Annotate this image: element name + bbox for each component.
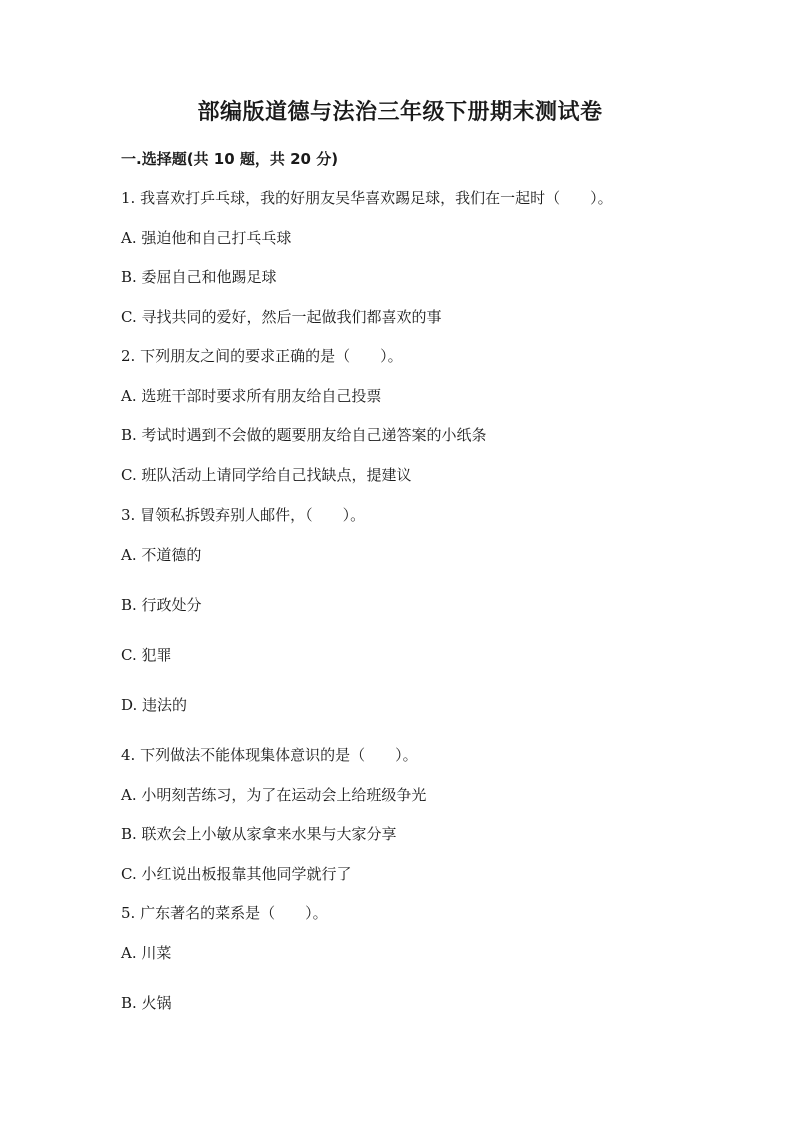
- question-1-option-c: C. 寻找共同的爱好，然后一起做我们都喜欢的事: [121, 308, 442, 326]
- question-4-stem: 4. 下列做法不能体现集体意识的是（ ）。: [121, 746, 418, 764]
- section-heading: 一.选择题(共 10 题，共 20 分): [121, 150, 339, 168]
- question-5-stem: 5. 广东著名的菜系是（ ）。: [121, 904, 328, 922]
- question-4-option-c: C. 小红说出板报靠其他同学就行了: [121, 865, 352, 883]
- question-4-option-b: B. 联欢会上小敏从家拿来水果与大家分享: [121, 825, 397, 843]
- question-3-option-c: C. 犯罪: [121, 646, 172, 664]
- question-3-option-b: B. 行政处分: [121, 596, 202, 614]
- question-3-option-d: D. 违法的: [121, 696, 188, 714]
- question-5-option-a: A. 川菜: [121, 944, 172, 962]
- question-3-option-a: A. 不道德的: [121, 546, 202, 564]
- question-1-stem: 1. 我喜欢打乒乓球，我的好朋友吴华喜欢踢足球，我们在一起时（ ）。: [121, 189, 613, 207]
- question-2-option-c: C. 班队活动上请同学给自己找缺点，提建议: [121, 466, 412, 484]
- question-1-option-a: A. 强迫他和自己打乓乓球: [121, 229, 292, 247]
- question-2-option-a: A. 选班干部时要求所有朋友给自己投票: [121, 387, 382, 405]
- page-title: 部编版道德与法治三年级下册期末测试卷: [197, 100, 603, 125]
- question-2-stem: 2. 下列朋友之间的要求正确的是（ ）。: [121, 347, 403, 365]
- question-1-option-b: B. 委屈自己和他踢足球: [121, 268, 277, 286]
- question-4-option-a: A. 小明刻苦练习，为了在运动会上给班级争光: [121, 786, 427, 804]
- question-3-stem: 3. 冒领私拆毁弃别人邮件，（ ）。: [121, 506, 366, 524]
- question-2-option-b: B. 考试时遇到不会做的题要朋友给自己递答案的小纸条: [121, 426, 487, 444]
- question-5-option-b: B. 火锅: [121, 994, 172, 1012]
